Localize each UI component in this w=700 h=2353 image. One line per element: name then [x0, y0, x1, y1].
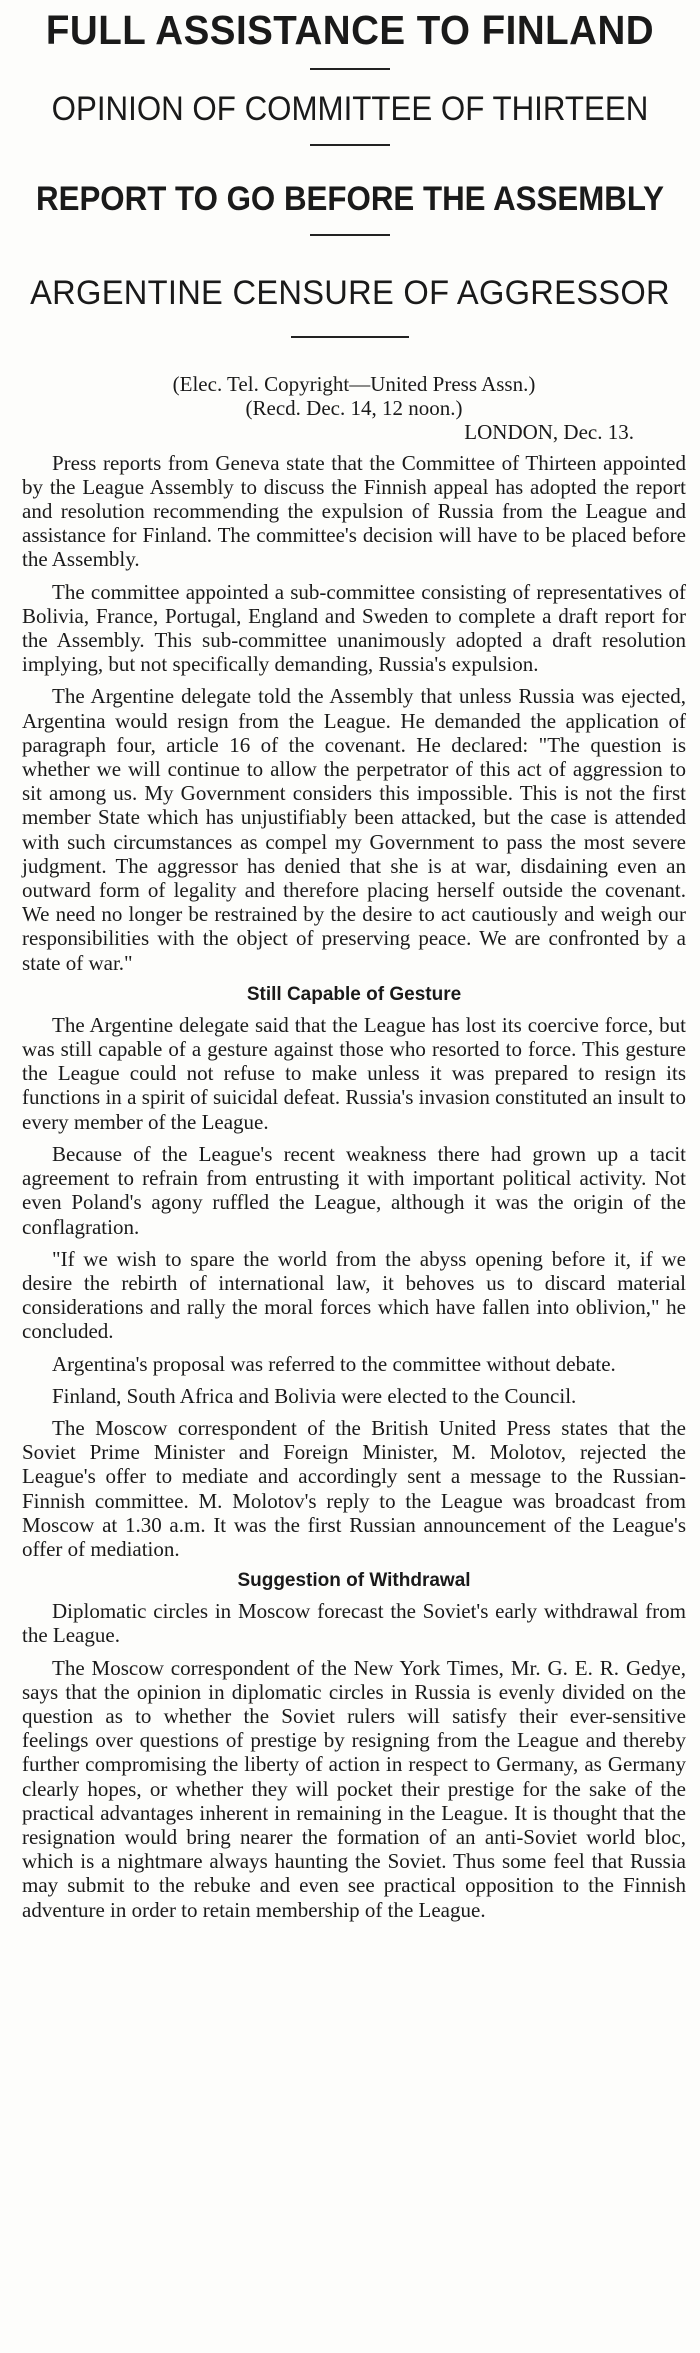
article-paragraph: The Argentine delegate said that the League has lost its coercive force, but was still capable of a gesture against those who resorted to force. This gesture the League could not refuse to make unless it was prepared to resign its functions in a spirit of suicidal defeat. Russia's invasion constituted an insult to every member of the League.: [22, 1012, 686, 1134]
article-paragraph: Finland, South Africa and Bolivia were elected to the Council.: [52, 1383, 577, 1408]
third-headline: REPORT TO GO BEFORE THE ASSEMBLY: [35, 180, 664, 218]
dateline-place: LONDON, Dec. 13.: [464, 420, 634, 445]
headline-divider: [310, 234, 390, 236]
section-subhead: Still Capable of Gesture: [246, 983, 462, 1005]
headline-divider: [310, 144, 390, 146]
main-headline: FULL ASSISTANCE TO FINLAND: [45, 7, 655, 53]
article-paragraph: Press reports from Geneva state that the Committee of Thirteen appointed by the League Assembly to discuss the Finnish appeal has adopted the report and resolution recommending the expulsion of Russia from the League and assistance for Finland. The committee's decision will have to be placed before the Assembly.: [22, 450, 686, 572]
article-paragraph: "If we wish to spare the world from the abyss opening before it, if we desire the rebirth of international law, it behoves us to discard material considerations and rally the moral forces which have fallen into oblivion," he concluded.: [22, 1246, 686, 1344]
article-paragraph: The Moscow correspondent of the British United Press states that the Soviet Prime Minister and Foreign Minister, M. Molotov, rejected the League's offer to mediate and accordingly sent a message to the Russian-Finnish committee. M. Molotov's reply to the League was broadcast from Moscow at 1.30 a.m. It was the first Russian announcement of the League's offer of mediation.: [22, 1415, 686, 1561]
fourth-headline: ARGENTINE CENSURE OF AGGRESSOR: [30, 274, 670, 312]
article-paragraph: Diplomatic circles in Moscow forecast the Soviet's early withdrawal from the League.: [22, 1599, 686, 1648]
article-paragraph: Argentina's proposal was referred to the committee without debate.: [52, 1351, 616, 1376]
article-paragraph: The Moscow correspondent of the New York Times, Mr. G. E. R. Gedye, says that the opinion in diplomatic circles in Russia is evenly divided on the question as to whether the Soviet rulers will satisfy their ever-sensitive feelings over questions of prestige by resigning from the League and thereby further compromising the liberty of action in respect to Germany, as Germany clearly hopes, or whether they will pocket their prestige for the sake of the practical advantages inherent in remaining in the League. It is thought that the resignation would bring nearer the formation of an anti-Soviet world bloc, which is a nightmare always haunting the Soviet. Thus some feel that Russia may submit to the rebuke and even see practical opposition to the Finnish adventure in order to retain membership of the League.: [22, 1655, 686, 1922]
second-headline: OPINION OF COMMITTEE OF THIRTEEN: [51, 90, 649, 128]
article-paragraph: The Argentine delegate told the Assembly that unless Russia was ejected, Argentina would resign from the League. He demanded the application of paragraph four, article 16 of the covenant. He declared: "The question is whether we will continue to allow the perpetrator of this act of aggression to sit among us. My Government considers this impossible. This is not the first member State which has unjustifiably been attacked, but the case is attended with such circumstances as compel my Government to pass the most severe judgment. The aggressor has denied that she is at war, disdaining even an outward form of legality and therefore placing herself outside the covenant. We need no longer be restrained by the desire to act cautiously and weigh our responsibilities with the object of preserving peace. We are confronted by a state of war.": [22, 684, 686, 975]
article-paragraph: Because of the League's recent weakness there had grown up a tacit agreement to refrain from entrusting it with important political activity. Not even Poland's agony ruffled the League, although it was the origin of the conflagration.: [22, 1141, 686, 1239]
article-body: [0, 372, 700, 1922]
headline-divider: [310, 68, 390, 70]
copyright-line: (Elec. Tel. Copyright—United Press Assn.): [172, 372, 536, 396]
received-line: (Recd. Dec. 14, 12 noon.): [245, 396, 463, 421]
article-paragraph: The committee appointed a sub-committee consisting of representatives of Bolivia, France, Portugal, England and Sweden to complete a draft report for the Assembly. This sub-committee unanimously adopted a draft resolution implying, but not specifically demanding, Russia's expulsion.: [22, 579, 686, 677]
headline-divider: [291, 336, 409, 338]
section-subhead: Suggestion of Withdrawal: [237, 1570, 471, 1592]
